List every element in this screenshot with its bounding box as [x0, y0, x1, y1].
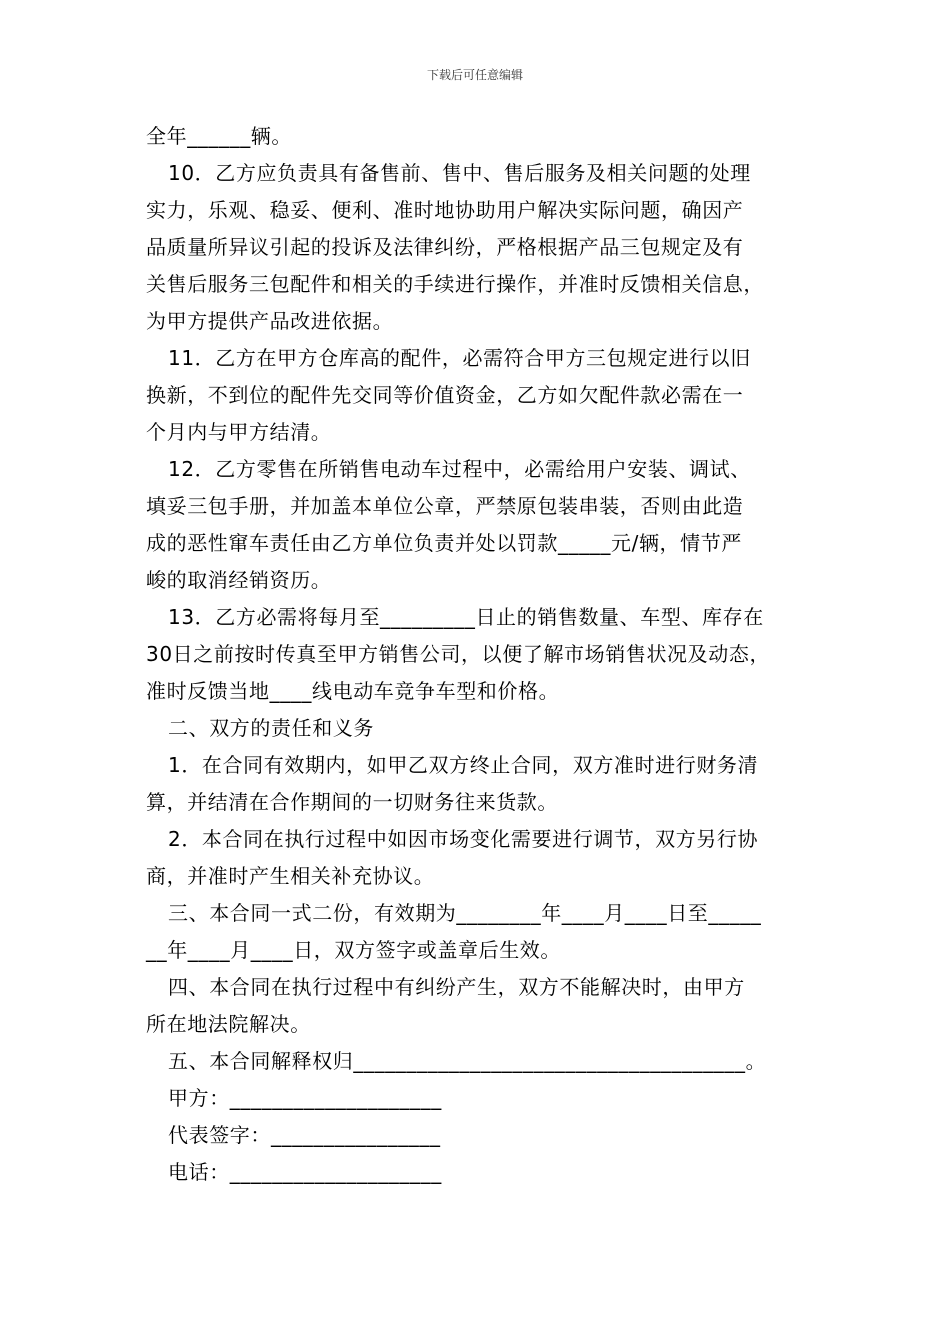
text-line: 峻的取消经销资历。 [146, 568, 332, 592]
text-line: __年____月____日，双方签字或盖章后生效。 [146, 938, 561, 962]
text-line: 三、本合同一式二份，有效期为________年____月____日至_____ [168, 901, 762, 925]
text-line: 算，并结清在合作期间的一切财务往来货款。 [146, 790, 558, 814]
text-line: 实力，乐观、稳妥、便利、准时地协助用户解决实际问题，确因产 [146, 198, 744, 222]
text-line: 准时反馈当地____线电动车竞争车型和价格。 [146, 679, 560, 703]
text-line: 成的恶性窜车责任由乙方单位负责并处以罚款_____元/辆，情节严 [146, 531, 742, 555]
text-line: 填妥三包手册，并加盖本单位公章，严禁原包装串装，否则由此造 [146, 494, 744, 518]
text-line: 1．在合同有效期内，如甲乙双方终止合同，双方准时进行财务清 [168, 753, 759, 777]
text-line: 代表签字：________________ [168, 1123, 441, 1147]
text-line: 13．乙方必需将每月至_________日止的销售数量、车型、库存在 [168, 605, 764, 629]
document-body [146, 118, 816, 1191]
text-line: 商，并准时产生相关补充协议。 [146, 864, 435, 888]
text-line: 个月内与甲方结清。 [146, 420, 332, 444]
text-line: 所在地法院解决。 [146, 1012, 311, 1036]
text-line: 甲方：____________________ [168, 1086, 442, 1110]
text-line: 关售后服务三包配件和相关的手续进行操作，并准时反馈相关信息， [146, 272, 764, 296]
text-line: 五、本合同解释权归_____________________________________。 [168, 1049, 767, 1073]
text-line: 品质量所异议引起的投诉及法律纠纷，严格根据产品三包规定及有 [146, 235, 744, 259]
text-line: 为甲方提供产品改进依据。 [146, 309, 394, 333]
text-line: 电话：____________________ [168, 1160, 442, 1184]
text-line: 10．乙方应负责具有备售前、售中、售后服务及相关问题的处理 [168, 161, 751, 185]
text-line: 二、双方的责任和义务 [168, 716, 374, 740]
text-line: 2．本合同在执行过程中如因市场变化需要进行调节，双方另行协 [168, 827, 759, 851]
page-header: 下载后可任意编辑 [426, 68, 523, 82]
text-line: 四、本合同在执行过程中有纠纷产生，双方不能解决时，由甲方 [168, 975, 745, 999]
text-line: 30日之前按时传真至甲方销售公司，以便了解市场销售状况及动态， [146, 642, 771, 666]
text-line: 换新，不到位的配件先交同等价值资金，乙方如欠配件款必需在一 [146, 383, 744, 407]
text-line: 全年______辆。 [146, 124, 292, 148]
text-line: 12．乙方零售在所销售电动车过程中，必需给用户安装、调试、 [168, 457, 751, 481]
text-line: 11．乙方在甲方仓库高的配件，必需符合甲方三包规定进行以旧 [168, 346, 751, 370]
